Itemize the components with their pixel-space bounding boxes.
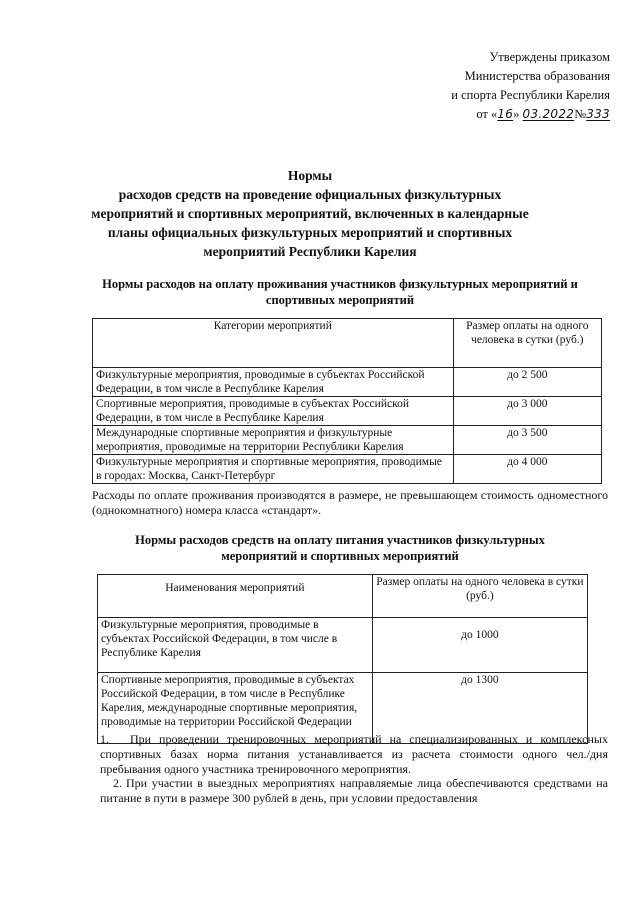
- table-row: [93, 426, 602, 455]
- section2-heading-line-1: Нормы расходов средств на оплату питания участников физкультурных: [135, 533, 545, 547]
- table-cell-category: Спортивные мероприятия, проводимые в субъектах Российской Федерации, в том числе в Республике Карелия: [93, 397, 454, 426]
- header-cell-name: Наименования мероприятий: [98, 575, 373, 618]
- item-text: При проведении тренировочных мероприятий на специализированных и комплексных спортивных базах норма питания устанавливается из расчета стоимости одного чел./дня пребывания одного участника тренировочного мероприятия.: [100, 732, 608, 776]
- approval-line-2: Министерства образования: [464, 69, 610, 83]
- meals-note-2: [100, 776, 608, 806]
- meals-note-1: [100, 732, 608, 777]
- approval-line-1: Утверждены приказом: [489, 50, 610, 64]
- title-line-5: мероприятий Республики Карелия: [203, 244, 417, 259]
- table-row: [93, 455, 602, 484]
- item-number: 2.: [113, 776, 122, 790]
- approval-number-label: №: [574, 107, 587, 121]
- table-header-row: [98, 575, 588, 618]
- table-cell-name: Спортивные мероприятия, проводимые в субъектах Российской Федерации, в том числе в Республике Карелия, международные спортивные мероприятия, проводимые на территории Российской Федерации: [98, 673, 373, 744]
- section1-heading-line-1: Нормы расходов на оплату проживания участников физкультурных мероприятий и: [102, 277, 578, 291]
- approval-line-3: и спорта Республики Карелия: [451, 88, 610, 102]
- section2-heading-line-2: мероприятий и спортивных мероприятий: [221, 549, 459, 563]
- table-cell-category: Физкультурные мероприятия и спортивные мероприятия, проводимые в городах: Москва, Санкт-Петербург: [93, 455, 454, 484]
- table-cell-name: Физкультурные мероприятия, проводимые в субъектах Российской Федерации, в том числе в Республике Карелия: [98, 618, 373, 673]
- table-cell-rate: до 1000: [372, 618, 587, 673]
- table-cell-rate: до 4 000: [453, 455, 601, 484]
- item-number: 1.: [100, 732, 109, 746]
- table-cell-category: Физкультурные мероприятия, проводимые в субъектах Российской Федерации, в том числе в Республике Карелия: [93, 368, 454, 397]
- header-cell-category: Категории мероприятий: [93, 319, 454, 368]
- title-line-3: мероприятий и спортивных мероприятий, включенных в календарные: [91, 206, 529, 221]
- approval-block: [400, 48, 610, 124]
- approval-day: 16: [497, 107, 514, 121]
- title-line-1: Нормы: [287, 168, 333, 183]
- table-header-row: [93, 319, 602, 368]
- section1-heading: [90, 276, 590, 308]
- title-line-2: расходов средств на проведение официальных физкультурных: [118, 187, 502, 202]
- item-text: При участии в выездных мероприятиях направляемые лица обеспечиваются средствами на питание в пути в размере 300 рублей в день, при условии предоставления: [100, 776, 608, 805]
- accommodation-table: [92, 318, 602, 484]
- table-cell-rate: до 3 000: [453, 397, 601, 426]
- table-cell-rate: до 2 500: [453, 368, 601, 397]
- document-title: [80, 166, 540, 261]
- table-row: [93, 397, 602, 426]
- approval-date: 03.2022: [522, 107, 575, 121]
- table-cell-category: Международные спортивные мероприятия и физкультурные мероприятия, проводимые на территории Республики Карелия: [93, 426, 454, 455]
- table-row: [98, 618, 588, 673]
- section1-heading-line-2: спортивных мероприятий: [265, 293, 415, 307]
- title-line-4: планы официальных физкультурных мероприятий и спортивных: [107, 225, 513, 240]
- approval-close-quote: »: [513, 107, 520, 121]
- header-cell-rate: Размер оплаты на одного человека в сутки (руб.): [453, 319, 601, 368]
- approval-number: 333: [586, 107, 610, 121]
- approval-date-line: [400, 105, 610, 124]
- approval-from-label: от «: [476, 107, 498, 121]
- table-cell-rate: до 1300: [372, 673, 587, 744]
- meals-table: [97, 574, 588, 744]
- table-cell-rate: до 3 500: [453, 426, 601, 455]
- section2-heading: [120, 532, 560, 564]
- header-cell-rate: Размер оплаты на одного человека в сутки (руб.): [372, 575, 587, 618]
- table-row: [93, 368, 602, 397]
- accommodation-note: Расходы по оплате проживания производятся в размере, не превышающем стоимость одноместного (однокомнатного) номера класса «стандарт».: [92, 488, 608, 517]
